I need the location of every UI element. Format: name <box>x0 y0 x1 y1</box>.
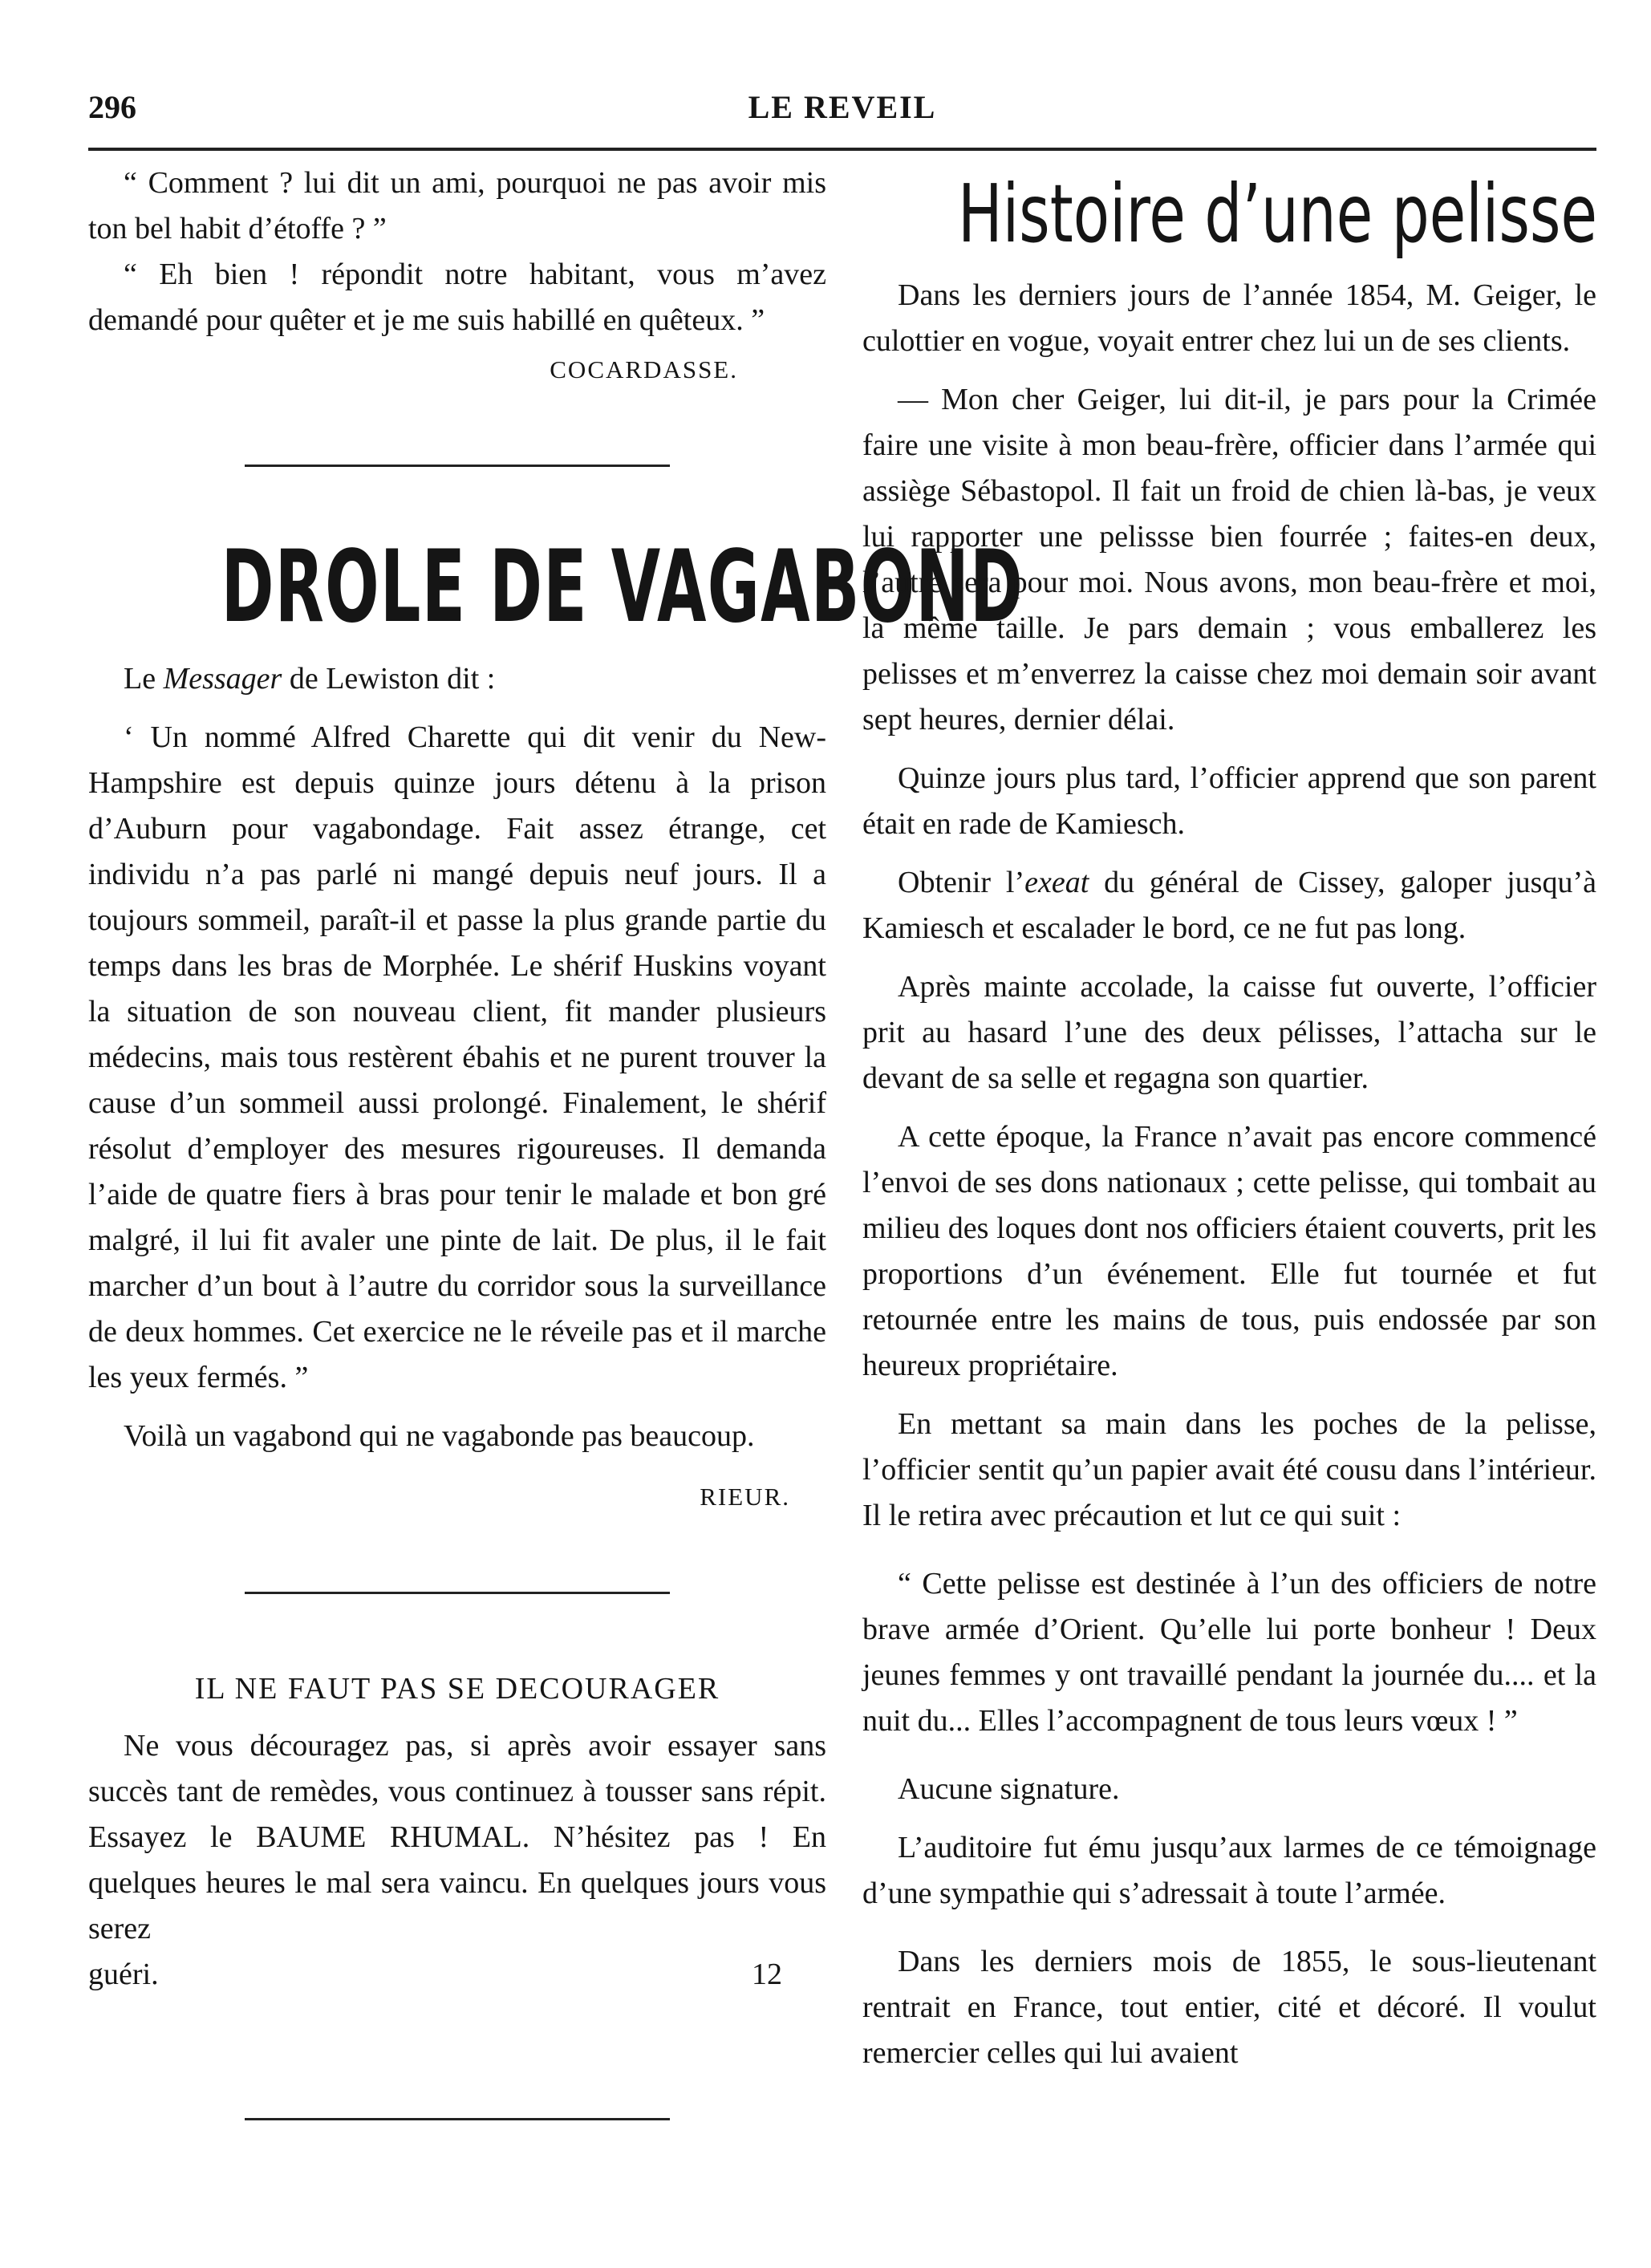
messager-title: Messager <box>163 662 282 696</box>
exeat-word: exeat <box>1024 866 1089 899</box>
ad-body: Ne vous découragez pas, si après avoir essayer sans succès tant de remèdes, vous continuez à tousser sans répit. Essayez le BAUME RHUMAL. N’hésitez pas ! En quelques heures le mal sera vaincu. En quelques jours vous serez <box>88 1729 826 1945</box>
exeat-text: Obtenir l’ <box>898 866 1025 899</box>
story-paragraph: Après mainte accolade, la caisse fut ouverte, l’officier prit au hasard l’une des deux pélisses, l’attacha sur le devant de sa selle et regagna son quartier. <box>862 970 1596 1095</box>
ad-title: IL NE FAUT PAS SE DECOURAGER <box>194 1672 720 1706</box>
page-header <box>88 88 1596 136</box>
separator-rule <box>245 2118 670 2120</box>
anecdote-paragraph: “ Eh bien ! répondit notre habitant, vous m’avez demandé pour quêter et je me suis habillé en quêteux. ” <box>88 258 826 337</box>
vagabond-signature: RIEUR. <box>700 1483 790 1511</box>
story-paragraph: En mettant sa main dans les poches de la pelisse, l’officier sentit qu’un papier avait été cousu dans l’intérieur. Il le retira avec précaution et lut ce qui suit : <box>862 1407 1596 1532</box>
vagabond-intro <box>88 656 826 702</box>
story-paragraph: Quinze jours plus tard, l’officier apprend que son parent était en rade de Kamiesch. <box>862 761 1596 841</box>
page-number: 296 <box>88 89 136 125</box>
right-column <box>862 160 1596 2076</box>
vagabond-conclusion: Voilà un vagabond qui ne vagabonde pas beaucoup. <box>124 1419 755 1453</box>
story-paragraph: — Mon cher Geiger, lui dit-il, je pars pour la Crimée faire une visite à mon beau-frère, officier dans l’armée qui assiège Sébastopol. Il fait un froid de chien là-bas, je veux lui rapporter une pelissse bien fourrée ; faites-en deux, l’autre sera pour moi. Nous avons, mon beau-frère et moi, la même taille. Je pars demain ; vous emballerez les pelisses et m’enverrez la caisse chez moi demain soir avant sept heures, dernier délai. <box>862 383 1596 736</box>
ad-last-line <box>88 1952 826 1998</box>
separator-rule <box>245 1592 670 1594</box>
story-paragraph: Aucune signature. <box>898 1772 1120 1806</box>
story-title: Histoire d’une pelisse <box>957 167 1598 261</box>
story-paragraph: Dans les derniers jours de l’année 1854, M. Geiger, le culottier en vogue, voyait entrer chez lui un de ses clients. <box>862 278 1596 358</box>
story-paragraph: A cette époque, la France n’avait pas encore commencé l’envoi de ses dons nationaux ; cette pelisse, qui tombait au milieu des loques dont nos officiers étaient couverts, prit les proportions d’un événement. Elle fut tournée et fut retournée entre les mains de tous, puis endossée par son heureux propriétaire. <box>862 1120 1596 1382</box>
intro-text: de Lewiston dit : <box>282 662 496 696</box>
anecdote-signature: COCARDASSE. <box>550 355 738 383</box>
story-paragraph: L’auditoire fut ému jusqu’aux larmes de ce témoignage d’une sympathie qui s’adressait à toute l’armée. <box>862 1831 1596 1910</box>
ad-last-word: guéri. <box>88 1958 159 1991</box>
vagabond-body: ‘ Un nommé Alfred Charette qui dit venir du New-Hampshire est depuis quinze jours détenu à la prison d’Auburn pour vagabondage. Fait assez étrange, cet individu n’a pas parlé ni mangé depuis neuf jours. Il a toujours sommeil, paraît-il et passe la plus grande partie du temps dans les bras de Morphée. Le shérif Huskins voyant la situation de son nouveau client, fit mander plusieurs médecins, mais tous restèrent ébahis et ne purent trouver la cause d’un sommeil aussi prolongé. Finalement, le shérif résolut d’employer des mesures rigoureuses. Il demanda l’aide de quatre fiers à bras pour tenir le malade et bon gré malgré, il lui fit avaler une pinte de lait. De plus, il le fait marcher d’un bout à l’autre du corridor sous la surveillance de deux hommes. Cet exercice ne le réveile pas et il marche les yeux fermés. ” <box>88 720 826 1394</box>
story-paragraph <box>862 860 1596 951</box>
intro-text: Le <box>124 662 164 696</box>
separator-rule <box>245 465 670 467</box>
exeat-text: du général de Cissey, galoper jusqu’à Kamiesch et escalader le bord, ce ne fut pas long. <box>862 866 1596 945</box>
ad-number: 12 <box>752 1958 782 1991</box>
story-paragraph: Dans les derniers mois de 1855, le sous-lieutenant rentrait en France, tout entier, cité et décoré. Il voulut remercier celles qui lui avaient <box>862 1945 1596 2070</box>
anecdote-paragraph: “ Comment ? lui dit un ami, pourquoi ne pas avoir mis ton bel habit d’étoffe ? ” <box>88 166 826 245</box>
vagabond-title: DROLE DE VAGABOND <box>221 529 1024 645</box>
running-title: LE REVEIL <box>748 89 937 125</box>
story-quote: “ Cette pelisse est destinée à l’un des officiers de notre brave armée d’Orient. Qu’elle lui porte bonheur ! Deux jeunes femmes y ont travaillé pendant la journée du.... et la nuit du... Elles l’accompagnent de tous leurs vœux ! ” <box>862 1567 1596 1738</box>
header-rule <box>88 148 1596 151</box>
